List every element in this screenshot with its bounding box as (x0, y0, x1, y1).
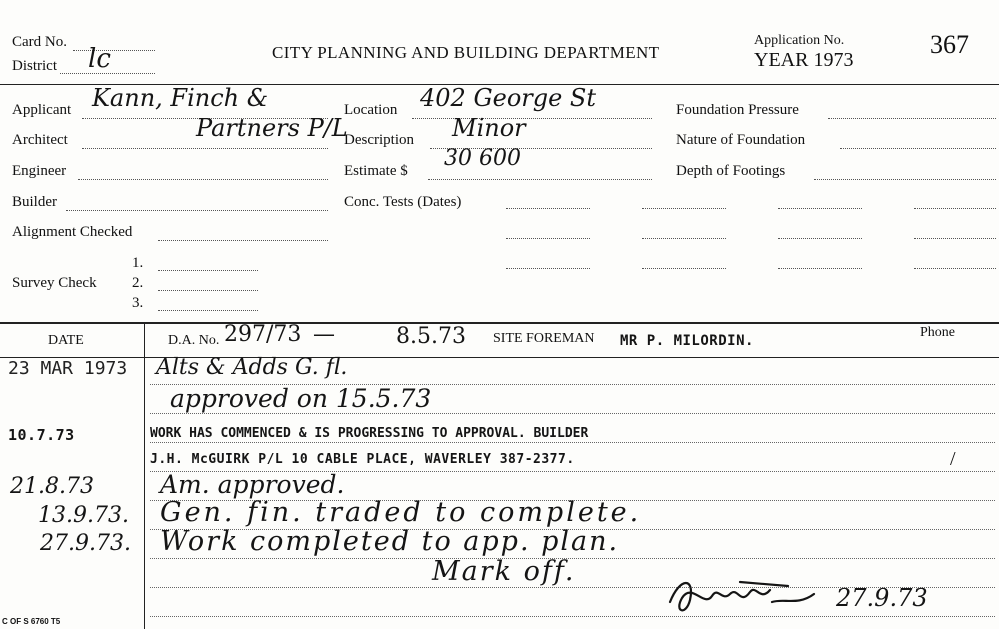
log-row-line (150, 413, 995, 414)
card-no-line (73, 50, 155, 51)
district-label: District (12, 58, 57, 74)
da-label: D.A. No. (168, 333, 220, 348)
architect-line (82, 148, 328, 149)
log-entry-4: Gen. fin. traded to complete. (160, 497, 642, 528)
survey-label: Survey Check (12, 275, 97, 291)
card-no-label: Card No. (12, 34, 67, 50)
conc-line-10 (642, 268, 726, 269)
conc-line-12 (914, 268, 996, 269)
year-value: 1973 (813, 49, 854, 71)
location-line (412, 118, 652, 119)
application-no-label: Application No. (754, 33, 845, 48)
district-value: lc (88, 44, 111, 74)
description-value: Minor (452, 114, 526, 142)
alignment-line (158, 240, 328, 241)
survey-line-1 (158, 270, 258, 271)
location-value: 402 George St (420, 84, 597, 112)
year-block (754, 49, 853, 72)
architect-label: Architect (12, 132, 68, 148)
conc-line-3 (778, 208, 862, 209)
log-entry-2b: J.H. McGUIRK P/L 10 CABLE PLACE, WAVERLEY 387-2377. (150, 452, 575, 467)
signature (660, 572, 830, 622)
estimate-line (428, 179, 652, 180)
log-entry-6: Mark off. (432, 556, 576, 587)
da-dash: — (313, 322, 335, 347)
foundation-pressure-label: Foundation Pressure (676, 102, 799, 118)
applicant-label: Applicant (12, 102, 72, 118)
depth-footings-line (814, 179, 996, 180)
nature-foundation-label: Nature of Foundation (676, 132, 806, 148)
date-column-header: DATE (48, 333, 84, 348)
nature-foundation-line (840, 148, 996, 149)
log-date-3: 21.8.73 (10, 474, 94, 499)
log-header-rule (0, 357, 999, 358)
alignment-label: Alignment Checked (12, 224, 133, 240)
log-top-rule (0, 322, 999, 324)
log-date-5: 27.9.73. (40, 531, 131, 556)
conc-line-6 (642, 238, 726, 239)
log-date-4: 13.9.73. (38, 503, 129, 528)
conc-line-2 (642, 208, 726, 209)
year-label: YEAR (754, 49, 809, 71)
conc-line-11 (778, 268, 862, 269)
estimate-value: 30 600 (444, 146, 521, 171)
card-number: 367 (930, 30, 969, 59)
date-column-rule (144, 322, 145, 629)
log-date-1: 23 MAR 1973 (8, 358, 128, 379)
da-value: 297/73 (224, 322, 302, 347)
phone-label: Phone (920, 325, 955, 340)
survey-line-2 (158, 290, 258, 291)
description-label: Description (344, 132, 414, 148)
log-entry-1: Alts & Adds G. fl. (156, 355, 348, 380)
survey-no-2: 2. (132, 275, 144, 291)
engineer-line (78, 179, 328, 180)
slash-mark: / (950, 448, 956, 470)
estimate-label: Estimate $ (344, 163, 408, 179)
architect-value: Partners P/L (196, 114, 348, 142)
conc-line-9 (506, 268, 590, 269)
survey-no-3: 3. (132, 295, 144, 311)
log-row-line (150, 442, 995, 443)
conc-line-4 (914, 208, 996, 209)
form-code: C OF S 6760 T5 (2, 617, 61, 626)
applicant-value: Kann, Finch & (92, 84, 269, 112)
survey-no-1: 1. (132, 255, 144, 271)
log-entry-3: Am. approved. (160, 470, 345, 499)
log-date-2: 10.7.73 (8, 426, 75, 444)
builder-label: Builder (12, 194, 57, 210)
site-foreman-value: MR P. MILORDIN. (620, 333, 754, 349)
conc-line-1 (506, 208, 590, 209)
conc-tests-label: Conc. Tests (Dates) (344, 194, 462, 210)
signature-date: 27.9.73 (836, 584, 928, 612)
conc-line-7 (778, 238, 862, 239)
log-entry-2: WORK HAS COMMENCED & IS PROGRESSING TO APPROVAL. BUILDER (150, 426, 589, 441)
survey-line-3 (158, 310, 258, 311)
conc-line-5 (506, 238, 590, 239)
department-title: CITY PLANNING AND BUILDING DEPARTMENT (272, 43, 660, 62)
builder-line (66, 210, 328, 211)
log-row-line (150, 616, 995, 617)
conc-line-8 (914, 238, 996, 239)
log-entry-5: Work completed to app. plan. (160, 526, 620, 557)
da-date: 8.5.73 (396, 324, 466, 349)
engineer-label: Engineer (12, 163, 67, 179)
site-foreman-label: SITE FOREMAN (493, 331, 595, 346)
foundation-pressure-line (828, 118, 996, 119)
location-label: Location (344, 102, 398, 118)
depth-footings-label: Depth of Footings (676, 163, 786, 179)
log-entry-1b: approved on 15.5.73 (170, 384, 432, 413)
